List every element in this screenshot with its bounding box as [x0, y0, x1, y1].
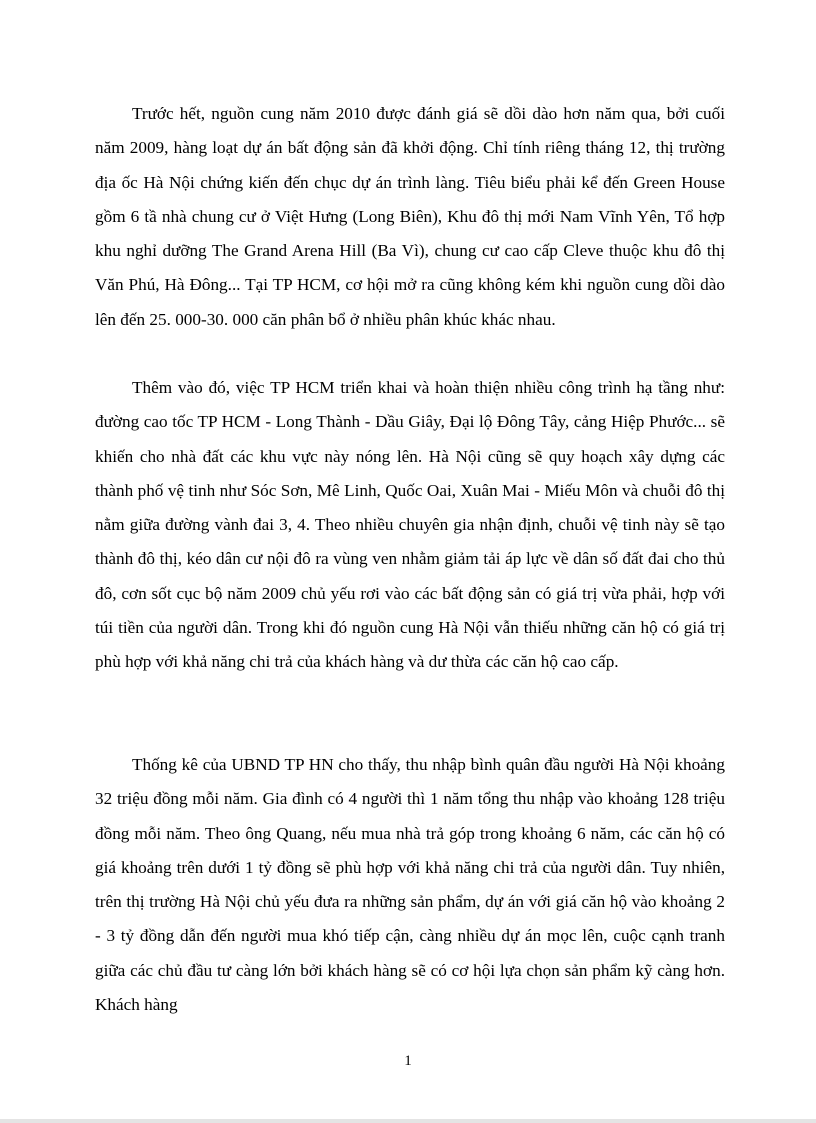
- paragraph-supply-2010: Trước hết, nguồn cung năm 2010 được đánh giá sẽ dồi dào hơn năm qua, bởi cuối năm 2009, hàng loạt dự án bất động sản đã khởi động. Chỉ tính riêng tháng 12, thị trường địa ốc Hà Nội chứng kiến đến chục dự án trình làng. Tiêu biểu phải kể đến Green House gồm 6 tầ nhà chung cư ở Việt Hưng (Long Biên), Khu đô thị mới Nam Vĩnh Yên, Tổ hợp khu nghỉ dưỡng The Grand Arena Hill (Ba Vì), chung cư cao cấp Cleve thuộc khu đô thị Văn Phú, Hà Đông... Tại TP HCM, cơ hội mở ra cũng không kém khi nguồn cung dồi dào lên đến 25. 000-30. 000 căn phân bổ ở nhiều phân khúc khác nhau.: [95, 104, 725, 329]
- paragraph-infrastructure: Thêm vào đó, việc TP HCM triển khai và hoàn thiện nhiều công trình hạ tầng như: đường cao tốc TP HCM - Long Thành - Dầu Giây, Đại lộ Đông Tây, cảng Hiệp Phước... sẽ khiến cho nhà đất các khu vực này nóng lên. Hà Nội cũng sẽ quy hoạch xây dựng các thành phố vệ tinh như Sóc Sơn, Mê Linh, Quốc Oai, Xuân Mai - Miếu Môn và chuỗi đô thị nằm giữa đường vành đai 3, 4. Theo nhiều chuyên gia nhận định, chuỗi vệ tinh này sẽ tạo thành đô thị, kéo dân cư nội đô ra vùng ven nhằm giảm tải áp lực về dân số đất đai cho thủ đô, cơn sốt cục bộ năm 2009 chủ yếu rơi vào các bất động sản có giá trị vừa phải, hợp với túi tiền của người dân. Trong khi đó nguồn cung Hà Nội vẫn thiếu những căn hộ có giá trị phù hợp với khả năng chi trả của khách hàng và dư thừa các căn hộ cao cấp.: [95, 378, 725, 672]
- page-number: 1: [404, 1053, 412, 1069]
- page-bottom-edge: [0, 1119, 816, 1123]
- paragraph-income-statistics: Thống kê của UBND TP HN cho thấy, thu nhập bình quân đầu người Hà Nội khoảng 32 triệu đồng mỗi năm. Gia đình có 4 người thì 1 năm tổng thu nhập vào khoảng 128 triệu đồng mỗi năm. Theo ông Quang, nếu mua nhà trả góp trong khoảng 6 năm, các căn hộ có giá khoảng trên dưới 1 tỷ đồng sẽ phù hợp với khả năng chi trả của người dân. Tuy nhiên, trên thị trường Hà Nội chủ yếu đưa ra những sản phẩm, dự án với giá căn hộ vào khoảng 2 - 3 tỷ đồng dẫn đến người mua khó tiếp cận, càng nhiều dự án mọc lên, cuộc cạnh tranh giữa các chủ đầu tư càng lớn bởi khách hàng sẽ có cơ hội lựa chọn sản phẩm kỹ càng hơn. Khách hàng: [95, 755, 725, 1015]
